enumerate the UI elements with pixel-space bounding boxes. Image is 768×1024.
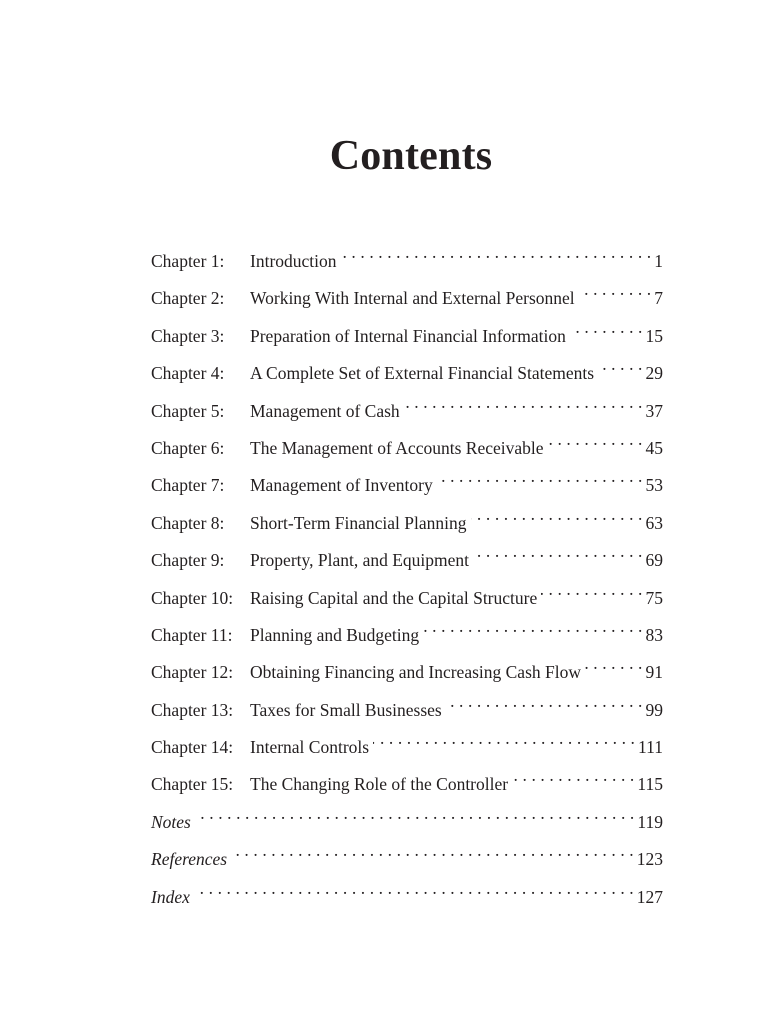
toc-entry-12[interactable] <box>151 648 663 685</box>
chapter-number: Chapter 2: <box>151 288 225 309</box>
back-matter-title: Index <box>151 886 190 907</box>
chapter-title: Management of Inventory <box>250 475 433 496</box>
toc-entry-notes[interactable] <box>151 798 663 835</box>
toc-entry-index[interactable] <box>151 873 663 910</box>
chapter-title: Obtaining Financing and Increasing Cash Flow <box>250 662 581 683</box>
toc-entry-14[interactable] <box>151 723 663 760</box>
chapter-number: Chapter 9: <box>151 550 225 571</box>
toc-entry-7[interactable] <box>151 461 663 498</box>
table-of-contents <box>151 237 663 910</box>
toc-entry-references[interactable] <box>151 835 663 872</box>
chapter-title: Property, Plant, and Equipment <box>250 550 470 571</box>
dot-leader <box>598 349 642 379</box>
toc-entry-1[interactable] <box>151 237 663 274</box>
toc-entry-9[interactable] <box>151 536 663 573</box>
toc-entry-8[interactable] <box>151 499 663 536</box>
toc-entry-13[interactable] <box>151 686 663 723</box>
chapter-title: Management of Cash <box>250 400 400 421</box>
chapter-number: Chapter 11: <box>151 624 233 645</box>
chapter-title: Preparation of Internal Financial Information <box>250 325 566 346</box>
chapter-number: Chapter 3: <box>151 325 225 346</box>
page-title: Contents <box>329 133 493 179</box>
chapter-number: Chapter 12: <box>151 662 234 683</box>
toc-entry-6[interactable] <box>151 424 663 461</box>
chapter-title: Raising Capital and the Capital Structure <box>250 587 538 608</box>
chapter-number: Chapter 10: <box>151 587 234 608</box>
chapter-number: Chapter 4: <box>151 363 225 384</box>
page-number: 45 <box>645 437 663 458</box>
toc-entry-3[interactable] <box>151 312 663 349</box>
chapter-title: Taxes for Small Businesses <box>250 699 442 720</box>
chapter-number: Chapter 1: <box>151 251 225 271</box>
page-number: 29 <box>645 363 663 384</box>
dot-leader <box>231 835 634 865</box>
page-number: 69 <box>645 550 663 571</box>
dot-leader <box>437 461 643 491</box>
back-matter-title: References <box>151 849 228 870</box>
chapter-title: Internal Controls <box>250 737 370 758</box>
toc-entry-2[interactable] <box>151 274 663 311</box>
dot-leader <box>373 723 635 753</box>
chapter-title: Planning and Budgeting <box>250 624 420 645</box>
chapter-number: Chapter 8: <box>151 512 225 533</box>
back-matter-title: Notes <box>151 811 191 832</box>
dot-leader <box>548 424 643 454</box>
dot-leader <box>194 873 634 903</box>
page-number: 123 <box>636 849 663 870</box>
page-number: 83 <box>645 624 663 645</box>
dot-leader <box>471 499 643 529</box>
page-number: 37 <box>645 400 663 421</box>
toc-entry-15[interactable] <box>151 760 663 797</box>
page-number: 91 <box>645 662 663 683</box>
toc-entry-4[interactable] <box>151 349 663 386</box>
dot-leader <box>579 274 652 304</box>
dot-leader <box>341 237 652 267</box>
page-number: 53 <box>645 475 663 496</box>
page-number: 63 <box>645 512 663 533</box>
chapter-number: Chapter 15: <box>151 774 234 795</box>
dot-leader <box>423 611 642 641</box>
page-number: 111 <box>638 737 663 758</box>
page-number: 115 <box>637 774 663 795</box>
page-number: 99 <box>645 699 663 720</box>
dot-leader <box>195 798 635 828</box>
dot-leader <box>404 387 643 417</box>
dot-leader <box>446 686 643 716</box>
toc-entry-10[interactable] <box>151 574 663 611</box>
chapter-title: Working With Internal and External Personnel <box>250 288 575 309</box>
chapter-number: Chapter 6: <box>151 437 225 458</box>
dot-leader <box>570 312 643 342</box>
chapter-title: A Complete Set of External Financial Statements <box>250 363 595 384</box>
chapter-number: Chapter 5: <box>151 400 225 421</box>
chapter-number: Chapter 13: <box>151 699 234 720</box>
chapter-number: Chapter 7: <box>151 475 225 496</box>
page-number: 75 <box>645 587 663 608</box>
toc-entry-5[interactable] <box>151 387 663 424</box>
page-number: 127 <box>636 886 663 907</box>
dot-leader <box>473 536 642 566</box>
page-number: 15 <box>645 325 663 346</box>
toc-entry-11[interactable] <box>151 611 663 648</box>
page-number: 119 <box>637 811 663 832</box>
dot-leader <box>512 760 634 790</box>
dot-leader <box>541 574 642 604</box>
chapter-title: The Management of Accounts Receivable <box>250 437 544 458</box>
chapter-number: Chapter 14: <box>151 737 234 758</box>
page-number: 1 <box>654 251 663 271</box>
page-number: 7 <box>654 288 663 309</box>
chapter-title: Short-Term Financial Planning <box>250 512 467 533</box>
dot-leader <box>585 648 643 678</box>
chapter-title: The Changing Role of the Controller <box>250 774 509 795</box>
chapter-title: Introduction <box>250 251 337 271</box>
